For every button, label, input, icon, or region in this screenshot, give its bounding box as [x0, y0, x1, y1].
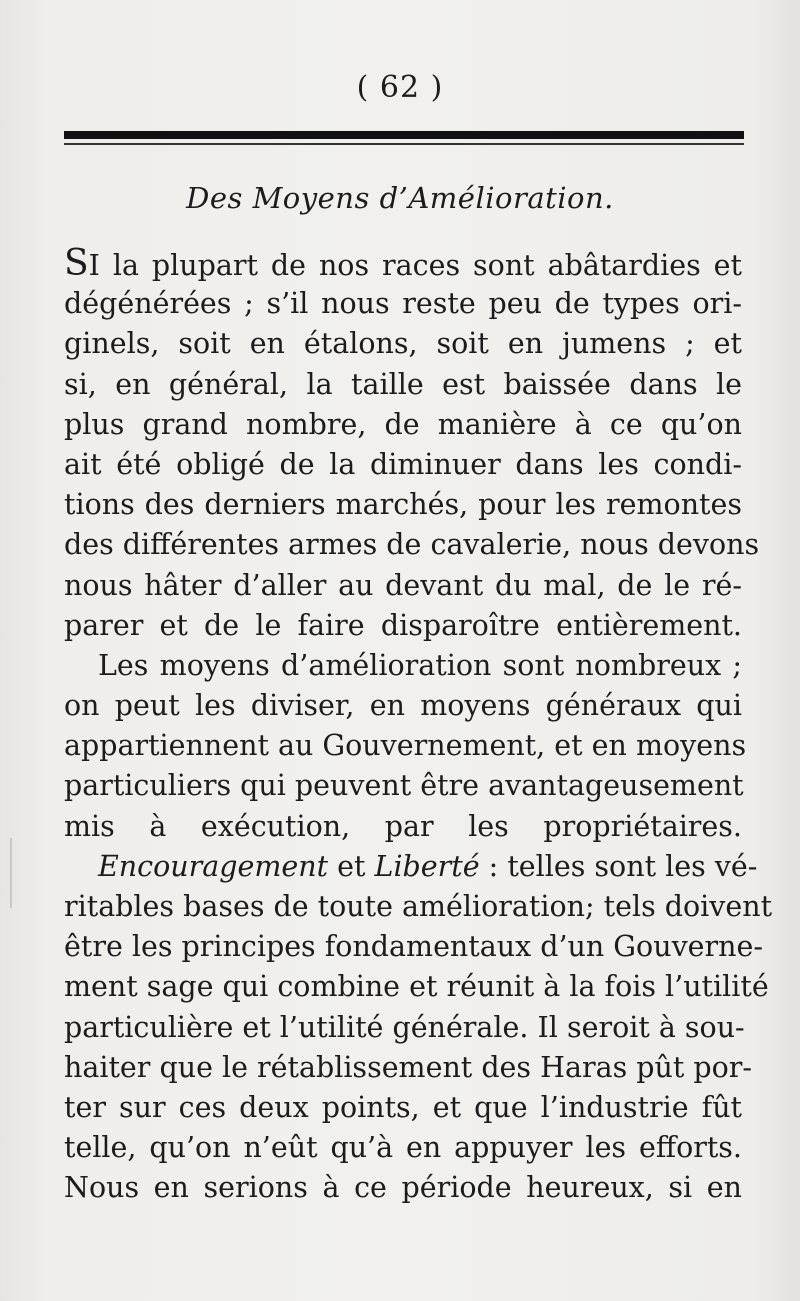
paragraph-1-line-3: ginels, soit en étalons, soit en jumens ; et: [64, 327, 742, 361]
paragraph-2-line-1: Les moyens d’amélioration sont nombreux ;: [98, 648, 742, 682]
paragraph-2-line-5: mis à exécution, par les propriétaires.: [64, 809, 742, 843]
paragraph-3-line-9: Nous en serions à ce période heureux, si en: [64, 1171, 742, 1205]
paragraph-3-line-8: telle, qu’on n’eût qu’à en appuyer les efforts.: [64, 1131, 742, 1165]
paragraph-1-line-9: nous hâter d’aller au devant du mal, de le ré-: [64, 568, 742, 602]
conjunction: et: [328, 849, 375, 883]
header-rule-thin: [64, 143, 744, 145]
paragraph-3-line-7: ter sur ces deux points, et que l’industrie fût: [64, 1090, 742, 1124]
header-rule-thick: [64, 131, 744, 139]
paragraph-3-line-3: être les principes fondamentaux d’un Gouverne-: [64, 930, 764, 964]
italic-liberte: Liberté: [374, 849, 480, 883]
paragraph-1-line-4: si, en général, la taille est baissée dans le: [64, 367, 742, 401]
paragraph-2-line-2: on peut les diviser, en moyens généraux qui: [64, 689, 742, 723]
paragraph-1-line-7: tions des derniers marchés, pour les remontes: [64, 488, 742, 522]
paragraph-1-line-10: parer et de le faire disparoître entièrement.: [64, 608, 742, 642]
italic-encouragement: Encouragement: [98, 849, 329, 883]
paragraph-3-line-6: haiter que le rétablissement des Haras pût por-: [64, 1050, 753, 1084]
paragraph-3-line-2: ritables bases de toute amélioration; tels doivent: [64, 890, 773, 923]
paragraph-1-line-5: plus grand nombre, de manière à ce qu’on: [64, 407, 742, 441]
paragraph-2-line-4: particuliers qui peuvent être avantageusement: [64, 769, 744, 803]
margin-mark: [10, 838, 12, 908]
paragraph-1-line-2: dégénérées ; s’il nous reste peu de types ori-: [64, 287, 742, 321]
paragraph-3-line-5: particulière et l’utilité générale. Il seroit à sou-: [64, 1010, 745, 1044]
drop-cap: S: [64, 243, 89, 284]
section-heading: Des Moyens d’Amélioration.: [186, 181, 614, 215]
paragraph-3-line-1-rest: : telles sont les vé-: [479, 849, 758, 883]
paragraph-3-line-1: [64, 847, 758, 887]
paragraph-1-line-8: des différentes armes de cavalerie, nous devons: [64, 528, 760, 562]
body-text: [64, 243, 773, 1209]
paragraph-3-line-4: ment sage qui combine et réunit à la fois l’utilité: [64, 970, 769, 1004]
paragraph-1-line-1: [64, 244, 742, 284]
paragraph-1-line-1-text: I la plupart de nos races sont abâtardies et: [88, 249, 742, 282]
paragraph-1-line-6: ait été obligé de la diminuer dans les condi-: [64, 447, 742, 481]
page-number: ( 62 ): [356, 70, 444, 105]
paragraph-2-line-3: appartiennent au Gouvernement, et en moyens: [64, 729, 747, 763]
